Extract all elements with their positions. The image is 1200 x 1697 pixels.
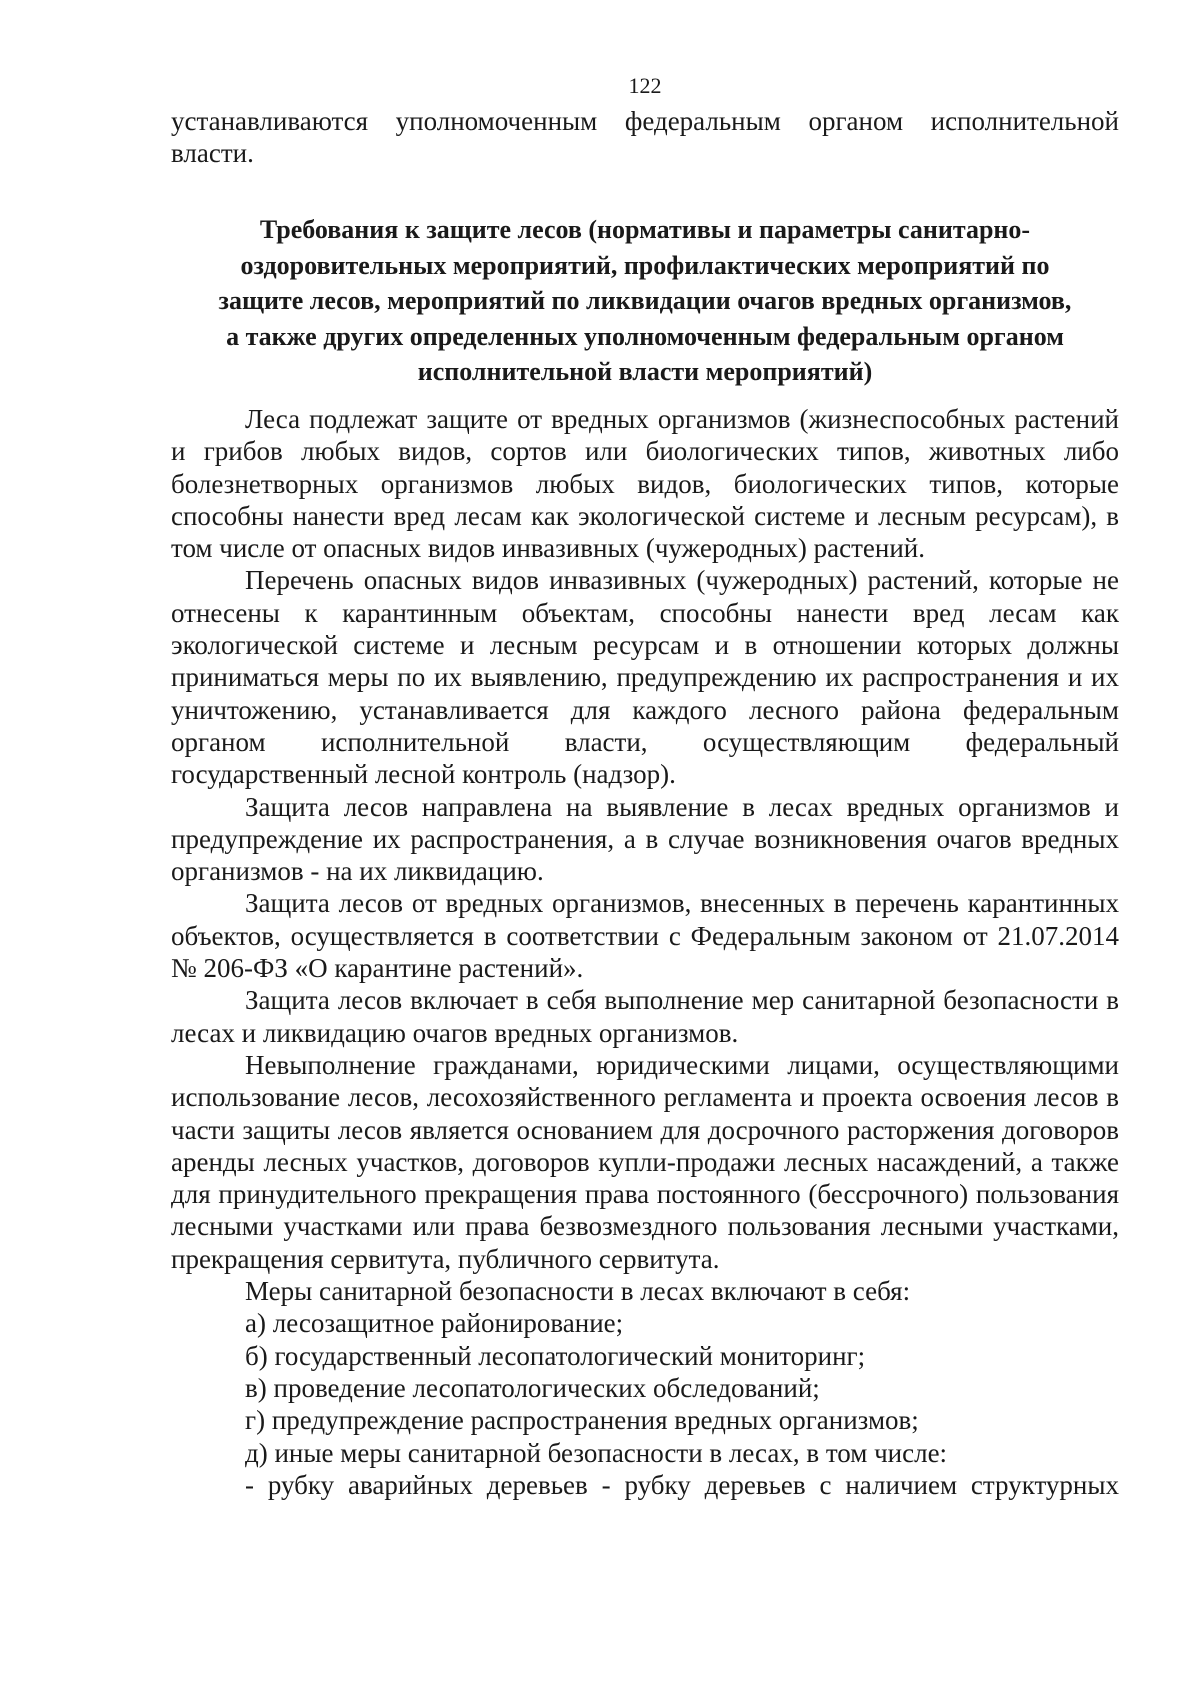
list-item: д) иные меры санитарной безопасности в лесах, в том числе:: [245, 1437, 948, 1468]
list-item: г) предупреждение распространения вредных организмов;: [245, 1405, 919, 1436]
page-number: 122: [628, 73, 662, 98]
list-item: б) государственный лесопатологический мониторинг;: [245, 1340, 866, 1371]
heading-line: защите лесов, мероприятий по ликвидации очагов вредных организмов,: [218, 286, 1072, 315]
body-paragraph: Леса подлежат защите от вредных организмов (жизнеспособных растений и грибов любых видов, сортов или биологических типов, животных либо болезнетворных организмов любых видов, биологических типов, которые способны нанести вред лесам как экологической системе и лесным ресурсам), в том числе от опасных видов инвазивных (чужеродных) растений.: [171, 404, 1119, 564]
heading-line: оздоровительных мероприятий, профилактических мероприятий по: [240, 250, 1050, 280]
heading-line: а также других определенных уполномоченным федеральным органом: [226, 321, 1064, 351]
body-paragraph: Защита лесов от вредных организмов, внесенных в перечень карантинных объектов, осуществляется в соответствии с Федеральным законом от 21.07.2014 № 206-ФЗ «О карантине растений».: [171, 888, 1119, 984]
body-paragraph: Невыполнение гражданами, юридическими лицами, осуществляющими использование лесов, лесохозяйственного регламента и проекта освоения лесов в части защиты лесов является основанием для досрочного расторжения договоров аренды лесных участков, договоров купли-продажи лесных насаждений, а также для принудительного прекращения права постоянного (бессрочного) пользования лесными участками или права безвозмездного пользования лесными участками, прекращения сервитута, публичного сервитута.: [171, 1049, 1119, 1274]
list-item: а) лесозащитное районирование;: [245, 1308, 624, 1339]
section-heading: [171, 212, 1119, 390]
body-paragraph: Меры санитарной безопасности в лесах включают в себя:: [245, 1276, 911, 1307]
body-text-block: [171, 403, 1119, 1501]
list-item: в) проведение лесопатологических обследований;: [245, 1372, 820, 1403]
intro-paragraph: устанавливаются уполномоченным федеральным органом исполнительной власти.: [171, 106, 1119, 169]
body-paragraph: Перечень опасных видов инвазивных (чужеродных) растений, которые не отнесены к карантинным объектам, способны нанести вред лесам как экологической системе и лесным ресурсам и в отношении которых должны приниматься меры по их выявлению, предупреждению их распространения и их уничтожению, устанавливается для каждого лесного района федеральным органом исполнительной власти, осуществляющим федеральный государственный лесной контроль (надзор).: [171, 565, 1119, 790]
heading-line: исполнительной власти мероприятий): [417, 357, 873, 386]
body-paragraph: Защита лесов направлена на выявление в лесах вредных организмов и предупреждение их распространения, а в случае возникновения очагов вредных организмов - на их ликвидацию.: [171, 791, 1119, 887]
intro-text-block: [171, 105, 1119, 170]
body-paragraph: Защита лесов включает в себя выполнение мер санитарной безопасности в лесах и ликвидацию очагов вредных организмов.: [171, 985, 1119, 1048]
heading-line: Требования к защите лесов (нормативы и параметры санитарно-: [259, 215, 1031, 244]
list-item: - рубку аварийных деревьев - рубку деревьев с наличием структурных: [245, 1469, 1119, 1500]
